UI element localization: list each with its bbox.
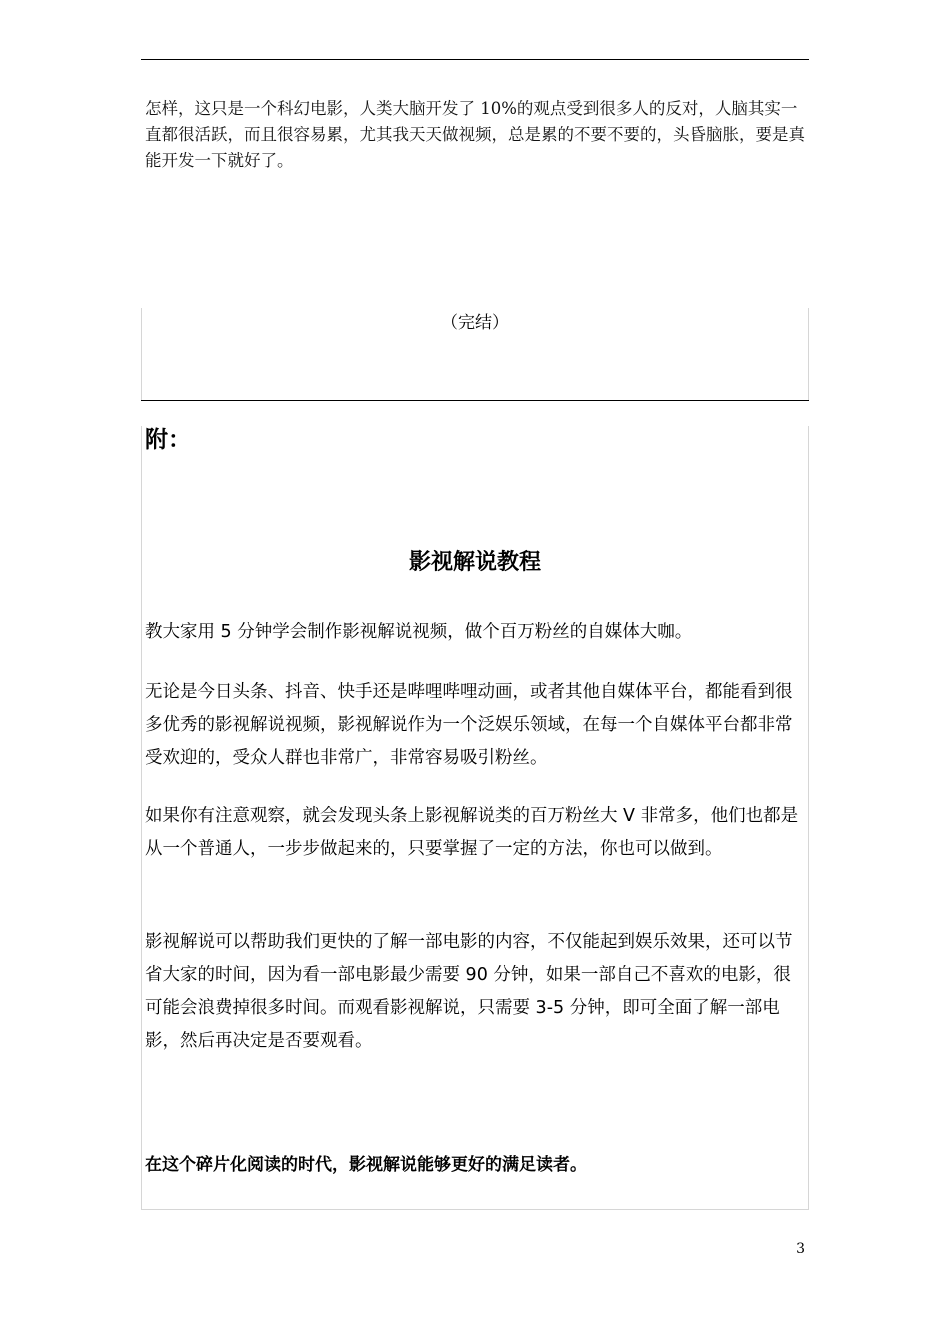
tutorial-closing-statement: 在这个碎片化阅读的时代，影视解说能够更好的满足读者。	[145, 1155, 587, 1175]
story-paragraph	[145, 96, 805, 174]
section-rule	[141, 400, 809, 401]
tutorial-paragraph-2: 无论是今日头条、抖音、快手还是哔哩哔哩动画，或者其他自媒体平台，都能看到很多优秀的影视解说视频，影视解说作为一个泛娱乐领域，在每一个自媒体平台都非常受欢迎的，受众人群也非常广，非常容易吸引粉丝。	[145, 682, 793, 768]
appendix-bottom-border	[141, 1209, 809, 1210]
tutorial-title: 影视解说教程	[408, 550, 541, 575]
appendix-left-border	[141, 426, 142, 1210]
end-marker: （完结）	[441, 313, 509, 333]
tutorial-paragraph-3: 如果你有注意观察，就会发现头条上影视解说类的百万粉丝大 V 非常多，他们也都是从一个普通人，一步步做起来的，只要掌握了一定的方法，你也可以做到。	[145, 806, 799, 859]
tutorial-paragraph-1: 教大家用 5 分钟学会制作影视解说视频，做个百万粉丝的自媒体大咖。	[145, 622, 693, 642]
appendix-heading: 附：	[145, 427, 191, 453]
appendix-right-border	[808, 426, 809, 1210]
story-text: 怎样，这只是一个科幻电影，人类大脑开发了 10%的观点受到很多人的反对，人脑其实一直都很活跃，而且很容易累，尤其我天天做视频，总是累的不要不要的，头昏脑胀，要是真能开发一下就好了。	[145, 99, 805, 170]
page-number: 3	[796, 1241, 805, 1257]
header-rule	[141, 59, 809, 60]
tutorial-paragraph-4: 影视解说可以帮助我们更快的了解一部电影的内容，不仅能起到娱乐效果，还可以节省大家的时间，因为看一部电影最少需要 90 分钟，如果一部自己不喜欢的电影，很可能会浪费掉很多时间。而观看影视解说，只需要 3-5 分钟，即可全面了解一部电影，然后再决定是否要观看。	[145, 932, 793, 1051]
